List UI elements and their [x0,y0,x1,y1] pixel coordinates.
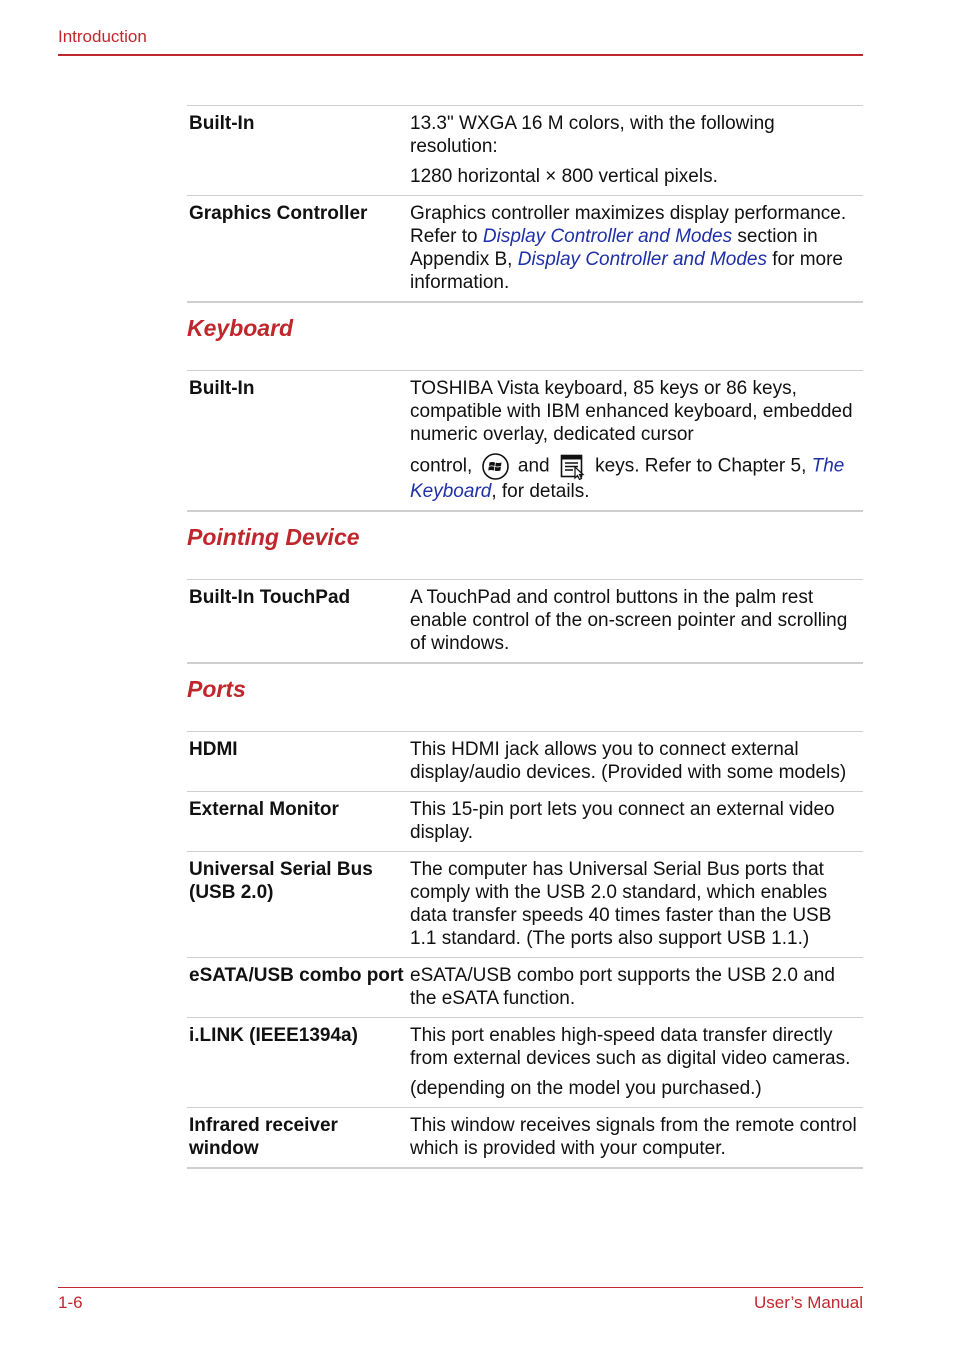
table-row [187,852,863,958]
desc-ilink [410,1024,863,1100]
term-builtin-keyboard: Built-In [189,378,255,399]
table-row [187,958,863,1018]
term-ilink: i.LINK (IEEE1394a) [189,1025,358,1046]
desc-touchpad [410,586,863,655]
manual-title: User’s Manual [754,1293,863,1312]
desc-text: for more information. [410,249,844,293]
desc-text: The computer has Universal Serial Bus ports that comply with the USB 2.0 standard, which enables data transfer speeds 40 times faster than the USB 1.1 standard. (The ports also support USB 1.1.) [410,859,832,949]
desc-infrared [410,1114,863,1160]
header-rule [58,54,863,56]
keyboard-heading: Keyboard [187,315,294,341]
desc-text: eSATA/USB combo port supports the USB 2.0 and the eSATA function. [410,965,835,1009]
desc-esata [410,964,863,1010]
table-row [187,792,863,852]
desc-text: A TouchPad and control buttons in the palm rest enable control of the on-screen pointer and scrolling of windows. [410,587,848,654]
table-row [187,196,863,303]
term-touchpad: Built-In TouchPad [189,587,351,608]
pointing-device-heading: Pointing Device [187,524,360,550]
desc-external-monitor [410,798,863,844]
display-table [187,105,863,303]
table-row [187,1018,863,1108]
term-hdmi: HDMI [189,739,238,760]
desc-text: and [512,455,555,477]
term-infrared: Infrared receiver window [189,1115,338,1159]
display-controller-appendix-link[interactable]: Display Controller and Modes [517,249,767,270]
table-row [187,1108,863,1169]
keyboard-chapter-link[interactable]: The Keyboard [410,455,845,502]
desc-text: 13.3" WXGA 16 M colors, with the following resolution: [410,113,775,157]
desc-text: This HDMI jack allows you to connect external display/audio devices. (Provided with some models) [410,739,847,783]
desc-text: , for details. [491,481,590,502]
term-external-monitor: External Monitor [189,799,339,820]
desc-builtin-keyboard [410,377,863,503]
windows-key-icon [482,453,509,480]
term-esata: eSATA/USB combo port [189,965,404,986]
desc-note: (depending on the model you purchased.) [410,1078,762,1099]
term-builtin-display: Built-In [189,113,255,134]
desc-text: This port enables high-speed data transfer directly from external devices such as digital video cameras. [410,1025,851,1069]
desc-text: This 15-pin port lets you connect an external video display. [410,799,835,843]
application-key-icon [559,453,586,480]
term-graphics-controller: Graphics Controller [189,203,368,224]
desc-builtin-display [410,112,863,188]
footer-rule [58,1287,863,1288]
display-controller-link[interactable]: Display Controller and Modes [482,226,733,247]
ports-heading: Ports [187,676,246,702]
table-row [187,371,863,512]
running-header: Introduction [58,27,147,46]
desc-graphics-controller [410,202,863,294]
desc-text: control, [410,455,478,477]
table-row [187,106,863,196]
ports-table [187,731,863,1169]
page-number: 1-6 [58,1293,83,1312]
page-content [187,105,863,1169]
desc-text: keys. Refer to Chapter 5, [589,455,812,477]
desc-text: This window receives signals from the remote control which is provided with your computer. [410,1115,857,1159]
term-usb: Universal Serial Bus (USB 2.0) [189,859,373,903]
pointing-table [187,579,863,664]
table-row [187,580,863,664]
desc-text: TOSHIBA Vista keyboard, 85 keys or 86 keys, compatible with IBM enhanced keyboard, embedded numeric overlay, dedicated cursor [410,378,853,445]
desc-hdmi [410,738,863,784]
desc-text: Graphics controller maximizes display performance. Refer to [410,203,847,247]
table-row [187,732,863,792]
desc-text: section in Appendix B, [410,226,818,270]
desc-usb [410,858,863,950]
keyboard-table [187,370,863,512]
desc-text: 1280 horizontal × 800 vertical pixels. [410,166,718,187]
